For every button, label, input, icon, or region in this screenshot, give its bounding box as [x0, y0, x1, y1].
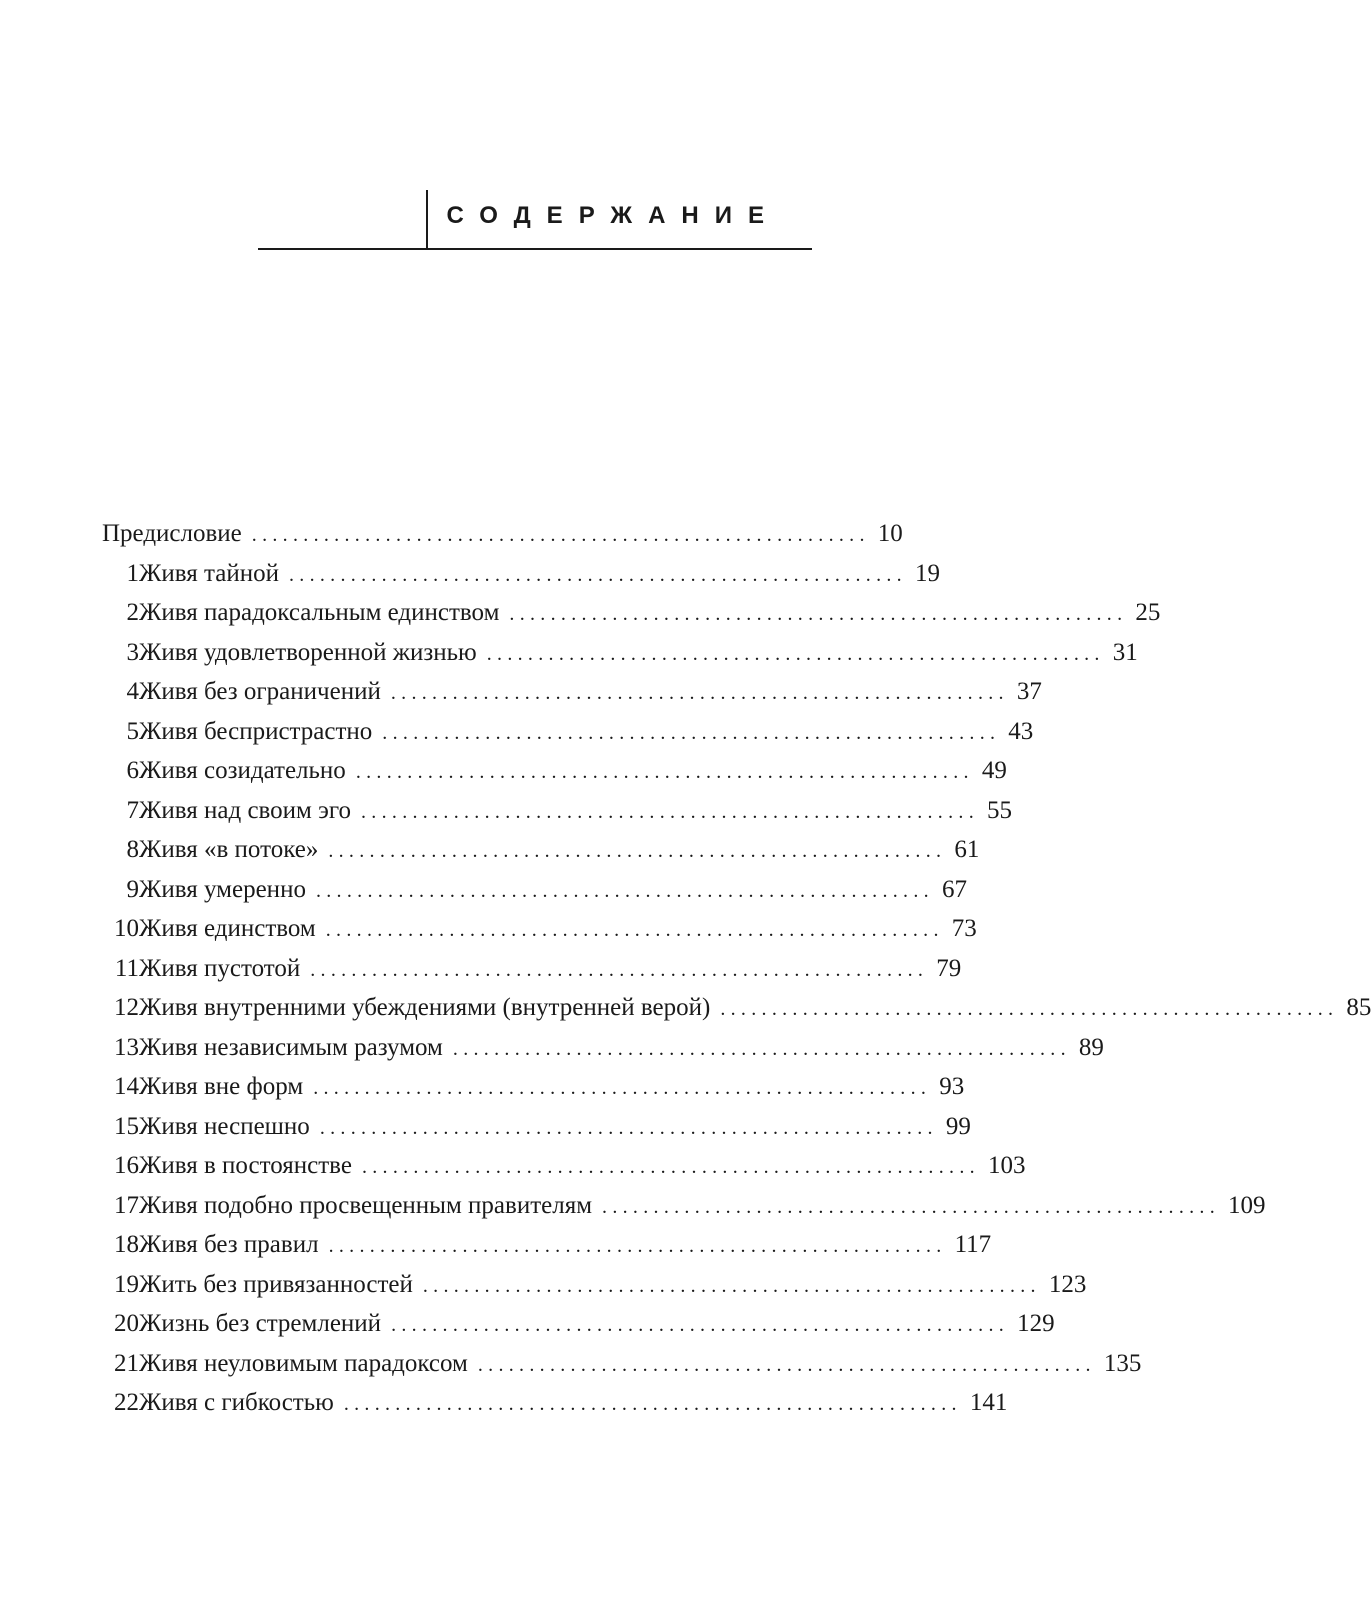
toc-leader-dots: ............................................................ — [343, 1393, 962, 1415]
toc-entry-page: 43 — [1008, 717, 1034, 745]
toc-header — [258, 190, 812, 250]
toc-entry-page: 85 — [1346, 994, 1371, 1021]
toc-entry-page: 135 — [1103, 1349, 1142, 1377]
toc-entry — [102, 1186, 1266, 1226]
toc-entry — [102, 909, 977, 949]
toc-entry — [102, 870, 967, 910]
toc-leader-dots: ............................................................ — [288, 563, 907, 586]
toc-entry-number: 4 — [126, 678, 139, 705]
toc-entry-number: 17 — [114, 1191, 139, 1219]
toc-entry-title: Живя созидательно — [139, 757, 346, 784]
toc-entry-number: 6 — [126, 757, 139, 784]
toc-entry — [102, 593, 1161, 633]
toc-entry-page: 109 — [1228, 1191, 1266, 1219]
toc-entry-page: 93 — [939, 1073, 965, 1100]
toc-entry-title: Живя подобно просвещенным правителям — [139, 1191, 593, 1219]
toc-entry-title: Живя независимым разумом — [139, 1033, 443, 1061]
toc-entry-title: Живя беспристрастно — [139, 717, 373, 745]
toc-entry-page: 49 — [981, 757, 1007, 784]
toc-entry-number: 21 — [114, 1349, 139, 1377]
toc-leader-dots: ............................................................ — [325, 919, 944, 941]
toc-leader-dots: ............................................................ — [328, 1235, 947, 1257]
toc-entry-title: Живя над своим эго — [139, 796, 351, 824]
toc-entry-page: 129 — [1017, 1310, 1055, 1337]
toc-entry-title: Живя неспешно — [139, 1112, 310, 1140]
toc-entry-number: 14 — [114, 1073, 139, 1100]
toc-entry — [102, 514, 903, 554]
toc-entry-number: 10 — [114, 915, 139, 942]
toc-leader-dots: ............................................................ — [452, 1037, 1071, 1060]
toc-entry-page: 31 — [1112, 638, 1138, 666]
toc-entry-title: Живя с гибкостью — [139, 1389, 334, 1416]
toc-entry-page: 141 — [969, 1389, 1008, 1416]
toc-entry — [102, 712, 1034, 752]
table-of-contents — [102, 514, 1371, 1423]
toc-entry-title: Живя в постоянстве — [139, 1152, 352, 1179]
toc-leader-dots: ............................................................ — [328, 840, 947, 862]
toc-entry-title: Живя единством — [139, 915, 316, 942]
toc-entry — [102, 1383, 1008, 1423]
toc-entry-title: Живя внутренними убеждениями (внутренней верой) — [139, 994, 711, 1021]
toc-entry — [102, 1146, 1026, 1186]
toc-entry-number: 11 — [114, 954, 139, 982]
toc-entry-number: 12 — [114, 994, 139, 1021]
toc-entry-number: 5 — [126, 717, 139, 745]
toc-leader-dots: ............................................................ — [382, 721, 1001, 744]
toc-entry-title: Жизнь без стремлений — [139, 1310, 382, 1337]
toc-entry-number: 22 — [114, 1389, 139, 1416]
toc-leader-dots: ............................................................ — [391, 1314, 1010, 1336]
toc-entry-page: 89 — [1078, 1033, 1104, 1061]
header-horizontal-rule — [258, 248, 812, 250]
toc-entry-page: 79 — [936, 954, 962, 982]
toc-entry-title: Живя «в потоке» — [139, 836, 319, 863]
toc-leader-dots: ............................................................ — [319, 1116, 938, 1139]
toc-entry — [102, 1067, 965, 1107]
toc-leader-dots: ............................................................ — [390, 682, 1009, 704]
toc-entry-page: 99 — [945, 1112, 971, 1140]
toc-entry-page: 67 — [941, 875, 967, 903]
toc-entry — [102, 988, 1371, 1028]
toc-leader-dots: ............................................................ — [477, 1353, 1096, 1376]
toc-entry-number: 18 — [114, 1231, 139, 1258]
toc-leader-dots: ............................................................ — [313, 1077, 932, 1099]
toc-leader-dots: ............................................................ — [310, 958, 929, 981]
toc-entry-page: 25 — [1135, 599, 1161, 626]
toc-entry — [102, 1107, 971, 1147]
toc-leader-dots: ............................................................ — [361, 800, 979, 823]
toc-entry-number: 19 — [114, 1270, 139, 1298]
toc-entry-number: 2 — [126, 599, 139, 626]
toc-entry-page: 117 — [954, 1231, 992, 1258]
header-vertical-rule — [426, 190, 428, 249]
toc-leader-dots: ............................................................ — [251, 524, 870, 546]
toc-entry-page: 37 — [1016, 678, 1042, 705]
toc-leader-dots: ............................................................ — [509, 603, 1128, 625]
toc-entry-title: Живя умеренно — [139, 875, 306, 903]
toc-entry-number: 16 — [114, 1152, 139, 1179]
toc-entry — [102, 633, 1138, 673]
toc-entry-number: 3 — [126, 638, 139, 666]
toc-leader-dots: ............................................................ — [361, 1156, 980, 1178]
toc-entry-page: 61 — [954, 836, 980, 863]
toc-entry — [102, 1265, 1087, 1305]
toc-leader-dots: ............................................................ — [315, 879, 934, 902]
toc-entry-title: Живя без правил — [139, 1231, 319, 1258]
toc-entry-number: 20 — [114, 1310, 139, 1337]
toc-entry — [102, 1344, 1142, 1384]
toc-entry-title: Живя вне форм — [139, 1073, 304, 1100]
toc-entry-page: 123 — [1048, 1270, 1087, 1298]
toc-entry-number: 8 — [126, 836, 139, 863]
toc-entry-page: 10 — [877, 520, 903, 547]
toc-entry-number: 15 — [114, 1112, 139, 1140]
toc-entry-number: 7 — [126, 796, 139, 824]
toc-entry — [102, 949, 962, 989]
toc-leader-dots: ............................................................ — [720, 998, 1339, 1020]
toc-entry-number: 13 — [114, 1033, 139, 1061]
toc-entry-number: 1 — [126, 559, 139, 587]
toc-leader-dots: ............................................................ — [602, 1195, 1221, 1218]
toc-entry-title: Живя пустотой — [139, 954, 301, 982]
toc-entry-title: Живя удовлетворенной жизнью — [139, 638, 477, 666]
toc-entry — [102, 1028, 1104, 1068]
toc-entry-title: Живя без ограничений — [139, 678, 381, 705]
toc-entry-title: Живя неуловимым парадоксом — [139, 1349, 468, 1377]
toc-leader-dots: ............................................................ — [486, 642, 1105, 665]
toc-entry-page: 103 — [987, 1152, 1026, 1179]
toc-entry — [102, 751, 1007, 791]
toc-entry-title: Живя тайной — [139, 559, 279, 587]
toc-leader-dots: ............................................................ — [355, 761, 974, 783]
toc-entry — [102, 672, 1042, 712]
toc-entry-title: Жить без привязанностей — [139, 1270, 413, 1298]
toc-entry-title: Живя парадоксальным единством — [139, 599, 500, 626]
toc-leader-dots: ............................................................ — [422, 1274, 1041, 1297]
toc-entry-page: 73 — [951, 915, 977, 942]
toc-entry — [102, 554, 940, 594]
toc-entry — [102, 1225, 992, 1265]
toc-entry — [102, 791, 1012, 831]
page-title: СОДЕРЖАНИЕ — [446, 202, 780, 229]
toc-entry-page: 55 — [987, 796, 1012, 824]
toc-entry-title: Предисловие — [102, 520, 242, 547]
toc-entry — [102, 830, 980, 870]
toc-entry — [102, 1304, 1055, 1344]
toc-entry-number: 9 — [126, 875, 139, 903]
toc-entry-page: 19 — [914, 559, 940, 587]
